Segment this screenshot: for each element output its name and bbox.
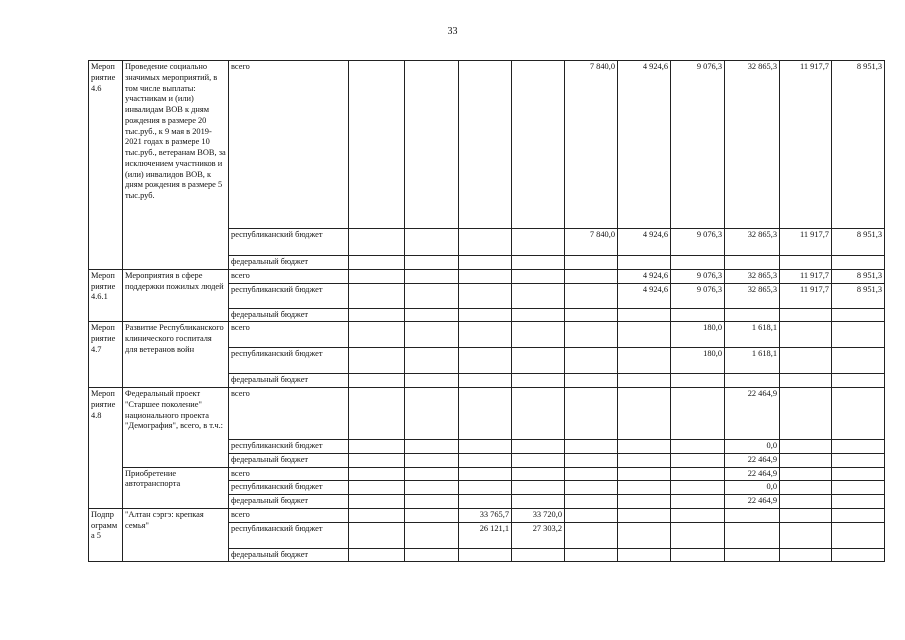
value-cell [780, 453, 832, 467]
value-cell [618, 548, 671, 562]
value-cell [405, 256, 459, 270]
value-cell [618, 388, 671, 440]
value-cell [512, 388, 565, 440]
value-cell [565, 256, 618, 270]
value-cell: 22 464,9 [725, 467, 780, 481]
value-cell [780, 308, 832, 322]
value-cell [565, 348, 618, 374]
value-cell [349, 308, 405, 322]
value-cell [405, 322, 459, 348]
source-label: федеральный бюджет [229, 548, 349, 562]
source-label: федеральный бюджет [229, 453, 349, 467]
value-cell [832, 508, 885, 522]
value-cell [349, 440, 405, 454]
value-cell [459, 495, 512, 509]
value-cell [349, 467, 405, 481]
budget-table [88, 60, 885, 562]
value-cell [725, 256, 780, 270]
value-cell [459, 374, 512, 388]
value-cell [565, 440, 618, 454]
value-cell [618, 348, 671, 374]
value-cell [780, 256, 832, 270]
row-code: Мероп риятие 4.6 [89, 61, 123, 270]
value-cell [349, 508, 405, 522]
source-label: всего [229, 388, 349, 440]
value-cell [725, 508, 780, 522]
value-cell [832, 440, 885, 454]
value-cell [618, 522, 671, 548]
value-cell [459, 61, 512, 229]
value-cell [618, 495, 671, 509]
table-row [89, 467, 885, 481]
value-cell [349, 322, 405, 348]
source-label: всего [229, 508, 349, 522]
value-cell: 11 917,7 [780, 61, 832, 229]
value-cell [671, 453, 725, 467]
value-cell [565, 481, 618, 495]
value-cell [832, 374, 885, 388]
value-cell: 32 865,3 [725, 229, 780, 256]
page-number: 33 [447, 26, 458, 37]
row-name: Мероприятия в сфере поддержки пожилых людей [123, 269, 229, 322]
source-label: всего [229, 322, 349, 348]
value-cell [565, 308, 618, 322]
value-cell [405, 374, 459, 388]
value-cell [671, 440, 725, 454]
value-cell: 4 924,6 [618, 229, 671, 256]
value-cell: 33 720,0 [512, 508, 565, 522]
value-cell: 8 951,3 [832, 269, 885, 283]
value-cell [671, 388, 725, 440]
value-cell: 8 951,3 [832, 61, 885, 229]
row-code: Мероп риятие 4.8 [89, 388, 123, 509]
value-cell [671, 256, 725, 270]
value-cell [349, 256, 405, 270]
value-cell: 9 076,3 [671, 61, 725, 229]
row-name: Федеральный проект "Старшее поколение" национального проекта "Демография", всего, в т.ч.: [123, 388, 229, 468]
value-cell [832, 548, 885, 562]
value-cell [512, 256, 565, 270]
value-cell [459, 269, 512, 283]
value-cell [405, 467, 459, 481]
value-cell [565, 283, 618, 308]
value-cell [349, 61, 405, 229]
value-cell [832, 308, 885, 322]
value-cell [405, 495, 459, 509]
value-cell [512, 548, 565, 562]
value-cell [405, 440, 459, 454]
row-code: Мероп риятие 4.7 [89, 322, 123, 388]
value-cell [671, 481, 725, 495]
value-cell [459, 348, 512, 374]
value-cell [725, 548, 780, 562]
value-cell [512, 308, 565, 322]
value-cell [671, 495, 725, 509]
value-cell [349, 453, 405, 467]
value-cell: 11 917,7 [780, 229, 832, 256]
value-cell [832, 453, 885, 467]
value-cell [512, 453, 565, 467]
value-cell [512, 440, 565, 454]
value-cell [618, 453, 671, 467]
value-cell: 22 464,9 [725, 453, 780, 467]
value-cell [565, 495, 618, 509]
value-cell [565, 388, 618, 440]
value-cell [405, 508, 459, 522]
value-cell: 9 076,3 [671, 229, 725, 256]
value-cell [349, 229, 405, 256]
value-cell [459, 453, 512, 467]
value-cell [725, 308, 780, 322]
value-cell [565, 269, 618, 283]
value-cell: 27 303,2 [512, 522, 565, 548]
value-cell [459, 256, 512, 270]
value-cell [459, 283, 512, 308]
source-label: республиканский бюджет [229, 348, 349, 374]
value-cell [459, 308, 512, 322]
value-cell [780, 495, 832, 509]
value-cell: 11 917,7 [780, 269, 832, 283]
value-cell [349, 481, 405, 495]
value-cell [618, 374, 671, 388]
source-label: республиканский бюджет [229, 229, 349, 256]
value-cell [832, 467, 885, 481]
value-cell: 9 076,3 [671, 283, 725, 308]
value-cell [832, 322, 885, 348]
row-name: Развитие Республиканского клинического госпиталя для ветеранов войн [123, 322, 229, 388]
value-cell [405, 481, 459, 495]
table-row [89, 269, 885, 283]
value-cell: 26 121,1 [459, 522, 512, 548]
value-cell [671, 508, 725, 522]
value-cell [565, 548, 618, 562]
value-cell [565, 508, 618, 522]
value-cell [618, 256, 671, 270]
value-cell [459, 229, 512, 256]
value-cell: 1 618,1 [725, 322, 780, 348]
value-cell: 32 865,3 [725, 269, 780, 283]
value-cell [832, 256, 885, 270]
value-cell [565, 453, 618, 467]
value-cell [349, 269, 405, 283]
value-cell: 4 924,6 [618, 269, 671, 283]
source-label: федеральный бюджет [229, 308, 349, 322]
value-cell: 32 865,3 [725, 61, 780, 229]
value-cell [671, 467, 725, 481]
value-cell [405, 522, 459, 548]
value-cell [832, 388, 885, 440]
source-label: республиканский бюджет [229, 522, 349, 548]
value-cell: 0,0 [725, 481, 780, 495]
row-name: Проведение социально значимых мероприятий, в том числе выплаты: участникам и (или) инвалидам ВОВ к дням рождения в размере 20 тыс.руб., к 9 мая в 2019-2021 годах в размере 10 тыс.руб., ветеранам ВОВ, за исключением участников и (или) инвалидов ВОВ, к дням рождения в размере 5 тыс.руб. [123, 61, 229, 270]
row-name: "Алтан сэргэ: крепкая семья" [123, 508, 229, 562]
value-cell [832, 481, 885, 495]
value-cell [618, 322, 671, 348]
value-cell [565, 522, 618, 548]
source-label: федеральный бюджет [229, 495, 349, 509]
value-cell [832, 495, 885, 509]
value-cell [349, 388, 405, 440]
value-cell [780, 522, 832, 548]
value-cell [780, 322, 832, 348]
value-cell [405, 548, 459, 562]
value-cell: 11 917,7 [780, 283, 832, 308]
value-cell [618, 308, 671, 322]
value-cell [618, 440, 671, 454]
value-cell [349, 495, 405, 509]
value-cell [512, 283, 565, 308]
value-cell: 22 464,9 [725, 388, 780, 440]
source-label: республиканский бюджет [229, 440, 349, 454]
value-cell [512, 229, 565, 256]
value-cell [349, 374, 405, 388]
value-cell [671, 374, 725, 388]
value-cell [512, 481, 565, 495]
value-cell [565, 322, 618, 348]
source-label: республиканский бюджет [229, 481, 349, 495]
value-cell [512, 495, 565, 509]
value-cell [459, 322, 512, 348]
value-cell [405, 388, 459, 440]
value-cell [780, 348, 832, 374]
value-cell [565, 374, 618, 388]
value-cell [780, 388, 832, 440]
value-cell [512, 374, 565, 388]
value-cell [459, 440, 512, 454]
value-cell: 0,0 [725, 440, 780, 454]
value-cell [618, 481, 671, 495]
value-cell [405, 229, 459, 256]
value-cell [618, 467, 671, 481]
value-cell [459, 388, 512, 440]
table-row [89, 388, 885, 440]
value-cell [349, 548, 405, 562]
source-label: всего [229, 467, 349, 481]
value-cell [780, 508, 832, 522]
source-label: федеральный бюджет [229, 256, 349, 270]
value-cell [780, 548, 832, 562]
value-cell [349, 522, 405, 548]
value-cell [349, 348, 405, 374]
value-cell [512, 61, 565, 229]
source-label: всего [229, 61, 349, 229]
source-label: всего [229, 269, 349, 283]
value-cell [405, 283, 459, 308]
value-cell: 1 618,1 [725, 348, 780, 374]
value-cell: 22 464,9 [725, 495, 780, 509]
value-cell: 7 840,0 [565, 61, 618, 229]
value-cell [459, 548, 512, 562]
value-cell [780, 374, 832, 388]
value-cell: 4 924,6 [618, 283, 671, 308]
value-cell [671, 522, 725, 548]
value-cell [459, 481, 512, 495]
value-cell [512, 467, 565, 481]
value-cell [780, 481, 832, 495]
value-cell: 4 924,6 [618, 61, 671, 229]
value-cell [618, 508, 671, 522]
value-cell [671, 308, 725, 322]
value-cell [459, 467, 512, 481]
value-cell [349, 283, 405, 308]
value-cell [565, 467, 618, 481]
value-cell [512, 322, 565, 348]
value-cell: 33 765,7 [459, 508, 512, 522]
value-cell: 8 951,3 [832, 283, 885, 308]
value-cell [405, 308, 459, 322]
value-cell: 32 865,3 [725, 283, 780, 308]
value-cell [405, 453, 459, 467]
value-cell [780, 467, 832, 481]
value-cell: 7 840,0 [565, 229, 618, 256]
value-cell [832, 522, 885, 548]
row-code: Мероп риятие 4.6.1 [89, 269, 123, 322]
value-cell [405, 61, 459, 229]
value-cell: 180,0 [671, 322, 725, 348]
value-cell [725, 374, 780, 388]
source-label: республиканский бюджет [229, 283, 349, 308]
value-cell [832, 348, 885, 374]
value-cell: 180,0 [671, 348, 725, 374]
row-code: Подпр ограмм а 5 [89, 508, 123, 562]
value-cell [512, 269, 565, 283]
table-row [89, 61, 885, 229]
value-cell [725, 522, 780, 548]
row-name: Приобретение автотранспорта [123, 467, 229, 508]
table-row [89, 322, 885, 348]
table-row [89, 508, 885, 522]
value-cell [405, 348, 459, 374]
value-cell [671, 548, 725, 562]
value-cell: 9 076,3 [671, 269, 725, 283]
value-cell [512, 348, 565, 374]
value-cell [405, 269, 459, 283]
value-cell: 8 951,3 [832, 229, 885, 256]
source-label: федеральный бюджет [229, 374, 349, 388]
value-cell [780, 440, 832, 454]
